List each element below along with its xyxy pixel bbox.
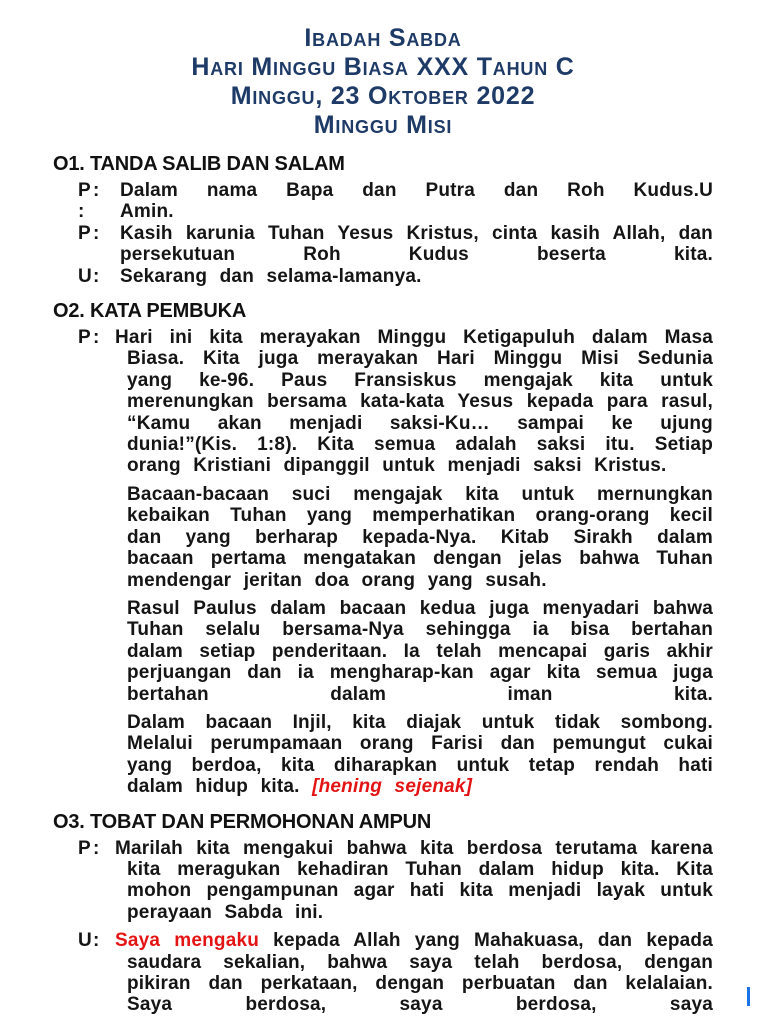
speaker-label: P xyxy=(78,327,91,349)
speaker-label: U xyxy=(78,930,92,952)
speaker-label: P xyxy=(78,180,91,201)
title-line-1: Ibadah Sabda xyxy=(304,24,462,52)
dialogue-text xyxy=(115,930,713,1016)
speaker-colon xyxy=(93,201,120,222)
speaker-colon: : xyxy=(93,837,100,859)
title-line-3: Minggu, 23 Oktober 2022 xyxy=(230,82,536,110)
title-line-2: Hari Minggu Biasa XXX Tahun C xyxy=(191,53,575,81)
dialogue-line xyxy=(53,838,713,924)
dialogue-text: Dalam nama Bapa dan Putra dan Roh Kudus.U xyxy=(120,180,713,201)
section-heading: O2. KATA PEMBUKA xyxy=(53,300,247,323)
dialogue-text: Amin. xyxy=(120,201,174,223)
dialogue-line xyxy=(53,180,713,201)
speaker-label: U xyxy=(78,265,92,287)
dialogue-text-rest: kepada Allah yang Mahakuasa, dan kepada saudara sekalian, bahwa saya telah berdosa, dengan pikiran dan perkataan, dengan perbuatan dan kelalaian. Saya berdosa, saya berdosa, saya xyxy=(127,930,713,1016)
document-title xyxy=(53,24,713,140)
speaker-colon: : xyxy=(93,180,100,201)
dialogue-text: Hari ini kita merayakan Minggu Ketigapuluh dalam Masa Biasa. Kita juga merayakan Hari Minggu Misi Sedunia yang ke-96. Paus Fransiskus mengajak kita untuk merenungkan bersama kata-kata Yesus kepada para rasul, “Kamu akan menjadi saksi-Ku… sampai ke ujung dunia!”(Kis. 1:8). Kita semua adalah saksi itu. Setiap orang Kristiani dipanggil untuk menjadi saksi Kristus. xyxy=(115,327,713,477)
section-heading: O1. TANDA SALIB DAN SALAM xyxy=(53,153,345,175)
text-cursor xyxy=(747,987,750,1006)
confession-emphasis: Saya mengaku xyxy=(115,930,260,952)
dialogue-text: Kasih karunia Tuhan Yesus Kristus, cinta kasih Allah, dan persekutuan Roh Kudus beserta kita. xyxy=(120,222,713,266)
speaker-colon: : xyxy=(93,327,100,349)
dialogue-line xyxy=(53,223,713,266)
section-heading: O3. TOBAT DAN PERMOHONAN AMPUN xyxy=(53,810,432,833)
speaker-label: P xyxy=(78,222,91,244)
body-paragraph xyxy=(127,712,713,798)
dialogue-text: Marilah kita mengakui bahwa kita berdosa terutama karena kita meragukan kehadiran Tuhan dalam hidup kita. Kita mohon pengampunan agar hati kita menjadi layak untuk perayaan Sabda ini. xyxy=(115,837,713,923)
body-paragraph: Bacaan-bacaan suci mengajak kita untuk mernungkan kebaikan Tuhan yang memperhatikan orang-orang kecil dan yang berharap kepada-Nya. Kitab Sirakh dalam bacaan pertama mengatakan dengan jelas bahwa Tuhan mendengar jeritan doa orang yang susah. xyxy=(127,483,713,591)
speaker-colon: : xyxy=(93,265,100,287)
dialogue-line xyxy=(53,201,713,222)
speaker-label: : xyxy=(78,201,85,223)
section-tanda-salib-dan-salam xyxy=(53,153,713,287)
section-kata-pembuka xyxy=(53,300,713,798)
title-line-4: Minggu Misi xyxy=(313,111,453,139)
rubric-note: [hening sejenak] xyxy=(312,776,473,798)
dialogue-line xyxy=(53,327,713,477)
dialogue-line xyxy=(53,930,713,1016)
body-paragraph: Rasul Paulus dalam bacaan kedua juga menyadari bahwa Tuhan selalu bersama-Nya sehingga ia bisa bertahan dalam setiap penderitaan. Ia telah mencapai garis akhir perjuangan dan ia mengharap-kan agar kita semua juga bertahan dalam iman kita. xyxy=(127,597,713,705)
section-tobat-dan-permohonan-ampun xyxy=(53,811,713,1016)
paragraph-text: Dalam bacaan Injil, kita diajak untuk tidak sombong. Melalui perumpamaan orang Farisi dan pemungut cukai yang berdoa, kita diharapkan untuk tetap rendah hati dalam hidup kita. xyxy=(127,711,713,798)
speaker-colon: : xyxy=(93,930,100,952)
speaker-label: P xyxy=(78,837,91,859)
dialogue-line xyxy=(53,266,713,287)
speaker-colon: : xyxy=(93,222,100,244)
dialogue-text: Sekarang dan selama-lamanya. xyxy=(120,265,422,287)
